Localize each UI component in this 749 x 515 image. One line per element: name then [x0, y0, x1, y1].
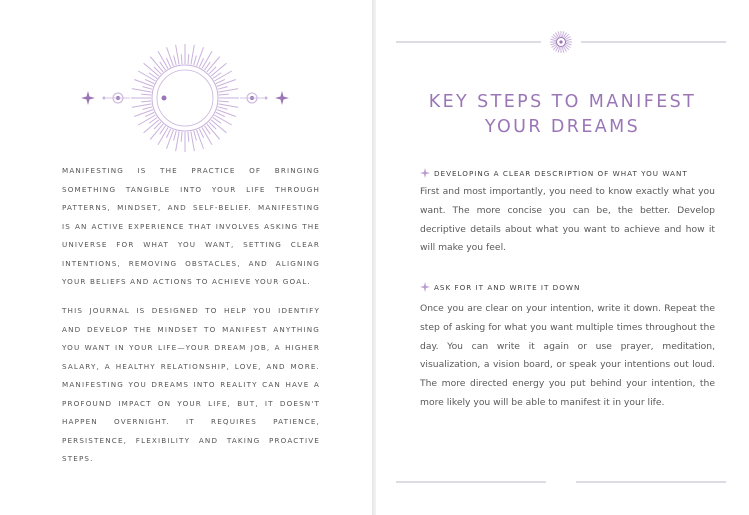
- section-body-1: First and most importantly, you need to know exactly what you want. The more concise you can be, the better. Develop decriptive details about what you want to achieve and how it will make you feel.: [420, 186, 715, 254]
- page-title: [376, 90, 749, 140]
- right-page: [376, 0, 749, 515]
- section-heading-1-label: DEVELOPING A CLEAR DESCRIPTION OF WHAT YOU WANT: [434, 168, 688, 178]
- sun-moon-emblem-icon: [78, 40, 292, 156]
- title-line-2: YOUR DREAMS: [484, 117, 641, 137]
- title-line-1: KEY STEPS TO MANIFEST: [428, 92, 697, 112]
- left-page: [0, 0, 372, 515]
- intro-paragraph: MANIFESTING IS THE PRACTICE OF BRINGING SOMETHING TANGIBLE INTO YOUR LIFE THROUGH PATTERNS, MINDSET, AND SELF-BELIEF. MANIFESTING IS AN ACTIVE EXPERIENCE THAT INVOLVES ASKING THE UNIVERSE FOR WHAT YOU WANT, SETTING CLEAR INTENTIONS, REMOVING OBSTACLES, AND ALIGNING YOUR BELIEFS AND ACTIONS TO ACHIEVE YOUR GOAL.: [62, 166, 320, 286]
- section-body-2: Once you are clear on your intention, write it down. Repeat the step of asking for what you want multiple times throughout the day. You can write it again or use prayer, meditation, visualization, a vision board, or speak your intentions out loud. The more directed energy you put behind your intention, the more likely you will be able to manifest it in your life.: [420, 303, 715, 408]
- section-heading-2-label: ASK FOR IT AND WRITE IT DOWN: [434, 282, 581, 292]
- sparkle-icon: [420, 168, 430, 178]
- section-heading-2: [420, 282, 580, 292]
- sunburst-divider-icon: [396, 28, 726, 60]
- journal-purpose-paragraph: THIS JOURNAL IS DESIGNED TO HELP YOU IDENTIFY AND DEVELOP THE MINDSET TO MANIFEST ANYTHING YOU WANT IN YOUR LIFE—YOUR DREAM JOB, A HIGHER SALARY, A HEALTHY RELATIONSHIP, LOVE, AND MORE. MANIFESTING YOU DREAMS INTO REALITY CAN HAVE A PROFOUND IMPACT ON YOUR LIFE, BUT, IT DOESN'T HAPPEN OVERNIGHT. IT REQUIRES PATIENCE, PERSISTENCE, FLEXIBILITY AND TAKING PROACTIVE STEPS.: [62, 306, 320, 463]
- sparkle-icon: [420, 282, 430, 292]
- crescent-moon-divider-icon: [396, 470, 726, 494]
- section-heading-1: [420, 168, 688, 178]
